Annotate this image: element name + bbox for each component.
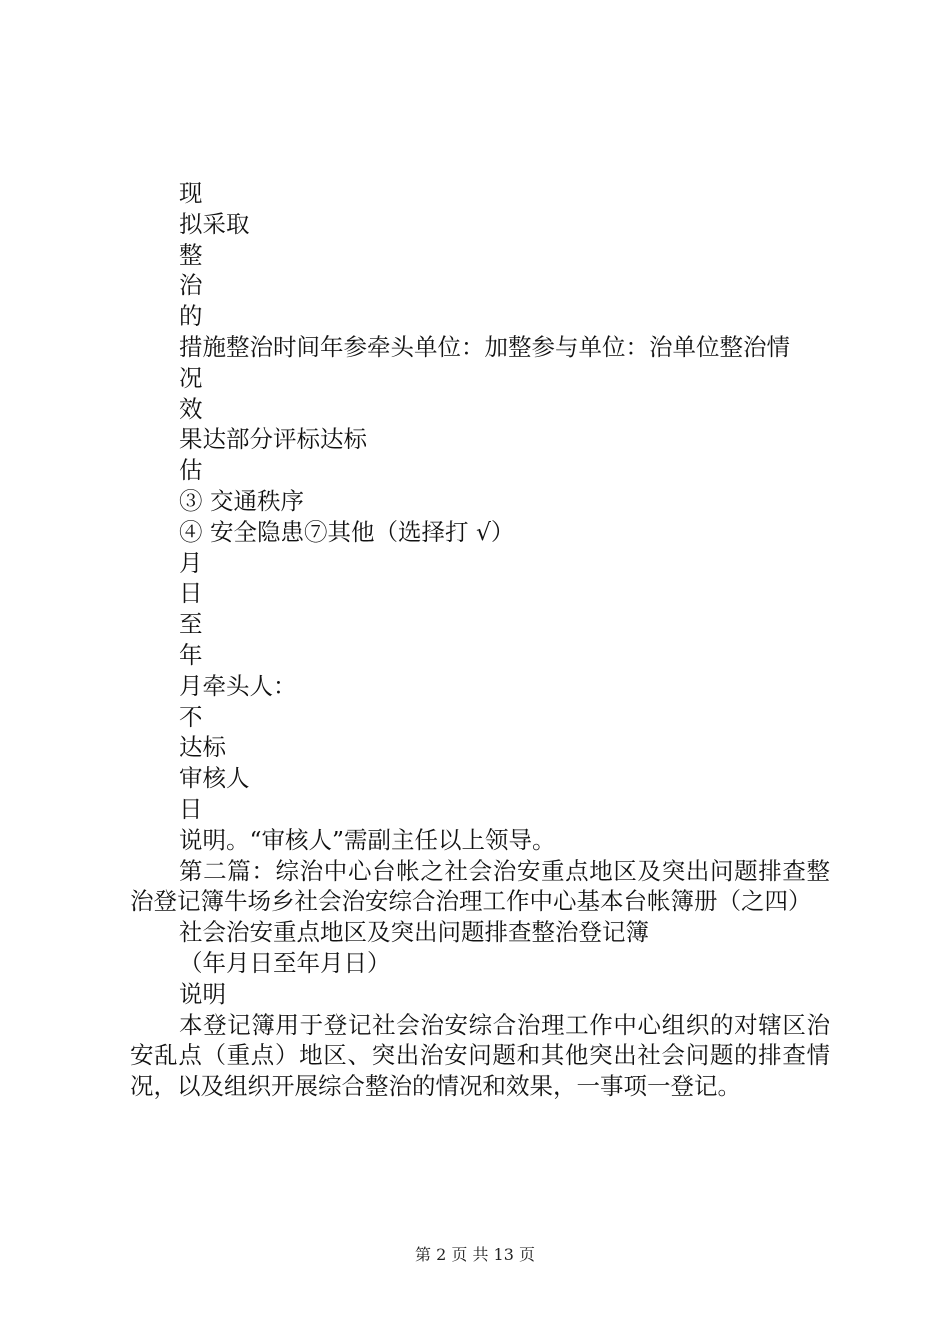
description-paragraph: 本登记簿用于登记社会治安综合治理工作中心组织的对辖区治安乱点（重点）地区、突出治安问题和其他突出社会问题的排查情况，以及组织开展综合整治的情况和效果，一事项一登记。 xyxy=(130,1010,830,1101)
section-title-paragraph: 第二篇：综治中心台帐之社会治安重点地区及突出问题排查整治登记簿牛场乡社会治安综合治理工作中心基本台帐簿册（之四） xyxy=(130,856,830,916)
text-line: 达标 xyxy=(179,733,226,762)
note-line: 说明。“审核人”需副主任以上领导。 xyxy=(179,825,556,854)
measures-paragraph: 措施整治时间年参牵头单位：加整参与单位：治单位整治情 xyxy=(179,332,790,361)
text-line: 的 xyxy=(179,302,203,331)
text-line: 不 xyxy=(179,702,203,731)
text-line: 日 xyxy=(179,794,203,823)
text-line: ③ 交通秩序 xyxy=(179,486,304,515)
date-range-line: （年月日至年月日） xyxy=(179,948,391,977)
text-line: 现 xyxy=(179,179,203,207)
text-line: 效 xyxy=(179,394,203,423)
text-line: 日 xyxy=(179,579,203,608)
text-line: 拟采取 xyxy=(179,209,250,238)
text-line: 整 xyxy=(179,240,203,269)
page-number-footer: 第 2 页 共 13 页 xyxy=(415,1245,535,1264)
description-heading: 说明 xyxy=(179,979,226,1008)
text-line: 审核人 xyxy=(179,764,250,793)
document-body xyxy=(130,178,830,1102)
register-title: 社会治安重点地区及突出问题排查整治登记簿 xyxy=(179,918,649,947)
text-line: 治 xyxy=(179,271,203,300)
text-line: 况 xyxy=(179,363,203,392)
text-line: 果达部分评标达标 xyxy=(179,425,367,454)
text-line: 年 xyxy=(179,640,203,669)
text-line: ④ 安全隐患⑦其他（选择打 √） xyxy=(179,517,515,546)
text-line: 至 xyxy=(179,610,203,639)
text-line: 月牵头人： xyxy=(179,671,297,700)
text-line: 估 xyxy=(179,456,203,485)
text-line: 月 xyxy=(179,548,203,577)
